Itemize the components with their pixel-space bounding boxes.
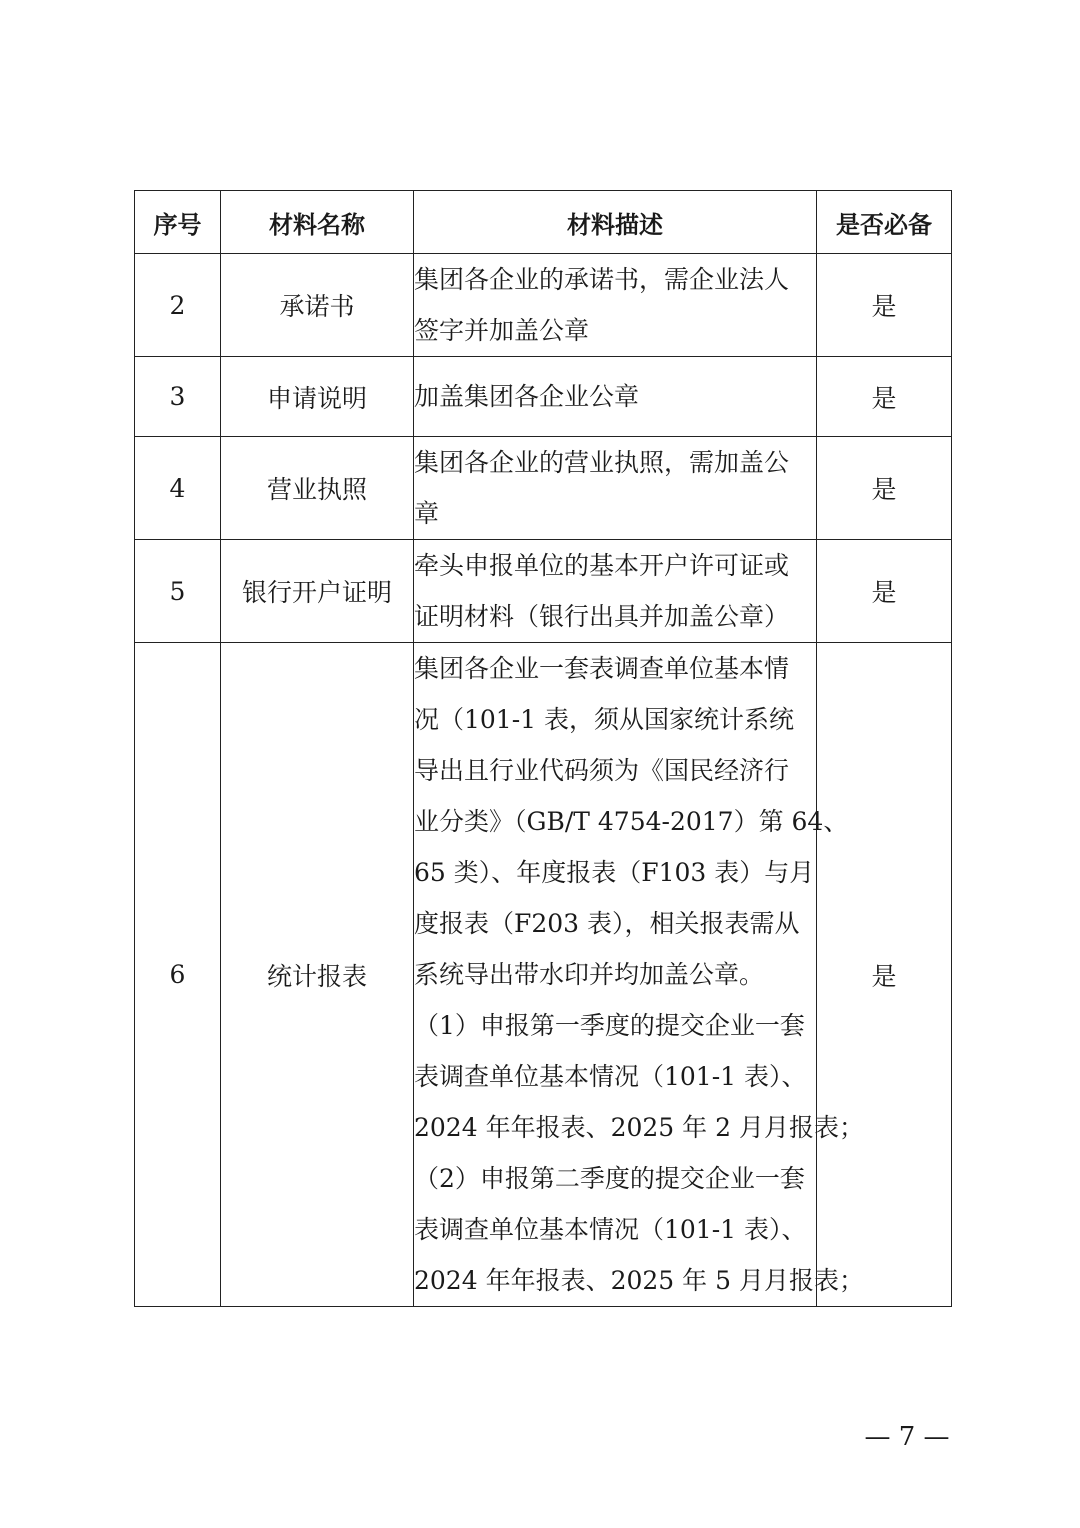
row-material-name: 银行开户证明 bbox=[221, 540, 414, 643]
description-line: 2024 年年报表、2025 年 5 月月报表； bbox=[414, 1266, 864, 1295]
description-line: 章 bbox=[414, 499, 440, 528]
header-material-description: 材料描述 bbox=[414, 191, 817, 254]
description-line: 集团各企业的承诺书，需企业法人 bbox=[414, 265, 790, 294]
description-line: 65 类）、年度报表（F103 表）与月 bbox=[414, 858, 815, 887]
row-serial-no: 4 bbox=[135, 437, 221, 540]
row-material-description bbox=[414, 437, 817, 540]
header-required: 是否必备 bbox=[817, 191, 952, 254]
description-line: 度报表（F203 表），相关报表需从 bbox=[414, 909, 800, 938]
row-required: 是 bbox=[817, 643, 952, 1307]
table-row bbox=[135, 643, 952, 1307]
description-line: 表调查单位基本情况（101-1 表）、 bbox=[414, 1062, 807, 1091]
row-serial-no: 2 bbox=[135, 254, 221, 357]
row-material-description bbox=[414, 643, 864, 1307]
row-serial-no: 3 bbox=[135, 357, 221, 437]
row-required: 是 bbox=[817, 540, 952, 643]
description-line: 2024 年年报表、2025 年 2 月月报表； bbox=[414, 1113, 864, 1142]
row-serial-no: 6 bbox=[135, 643, 221, 1307]
description-line: 表调查单位基本情况（101-1 表）、 bbox=[414, 1215, 807, 1244]
row-material-name: 申请说明 bbox=[221, 357, 414, 437]
description-line: 集团各企业一套表调查单位基本情 bbox=[414, 654, 790, 683]
table-header-row bbox=[135, 191, 952, 254]
description-line: 况（101-1 表，须从国家统计系统 bbox=[414, 705, 795, 734]
table-row bbox=[135, 437, 952, 540]
table-row bbox=[135, 357, 952, 437]
header-serial-no: 序号 bbox=[135, 191, 221, 254]
description-line: （2）申报第二季度的提交企业一套 bbox=[414, 1164, 805, 1193]
row-material-name: 营业执照 bbox=[221, 437, 414, 540]
description-line: 加盖集团各企业公章 bbox=[414, 382, 640, 411]
row-required: 是 bbox=[817, 357, 952, 437]
description-line: （1）申报第一季度的提交企业一套 bbox=[414, 1011, 805, 1040]
row-required: 是 bbox=[817, 254, 952, 357]
page-number: — 7 — bbox=[864, 1422, 950, 1452]
description-line: 签字并加盖公章 bbox=[414, 316, 590, 345]
row-material-description bbox=[414, 357, 817, 437]
row-material-description bbox=[414, 540, 817, 643]
description-line: 证明材料（银行出具并加盖公章） bbox=[414, 602, 790, 631]
row-material-description bbox=[414, 254, 817, 357]
row-material-name: 统计报表 bbox=[221, 643, 414, 1307]
row-required: 是 bbox=[817, 437, 952, 540]
table-row bbox=[135, 540, 952, 643]
description-line: 集团各企业的营业执照，需加盖公 bbox=[414, 448, 790, 477]
header-material-name: 材料名称 bbox=[221, 191, 414, 254]
description-line: 系统导出带水印并均加盖公章。 bbox=[414, 960, 765, 989]
description-line: 导出且行业代码须为《国民经济行 bbox=[414, 756, 790, 785]
row-material-name: 承诺书 bbox=[221, 254, 414, 357]
materials-table bbox=[134, 190, 952, 1307]
row-serial-no: 5 bbox=[135, 540, 221, 643]
table-row bbox=[135, 254, 952, 357]
description-line: 业分类》（GB/T 4754-2017）第 64、 bbox=[414, 807, 849, 836]
description-line: 牵头申报单位的基本开户许可证或 bbox=[414, 551, 790, 580]
